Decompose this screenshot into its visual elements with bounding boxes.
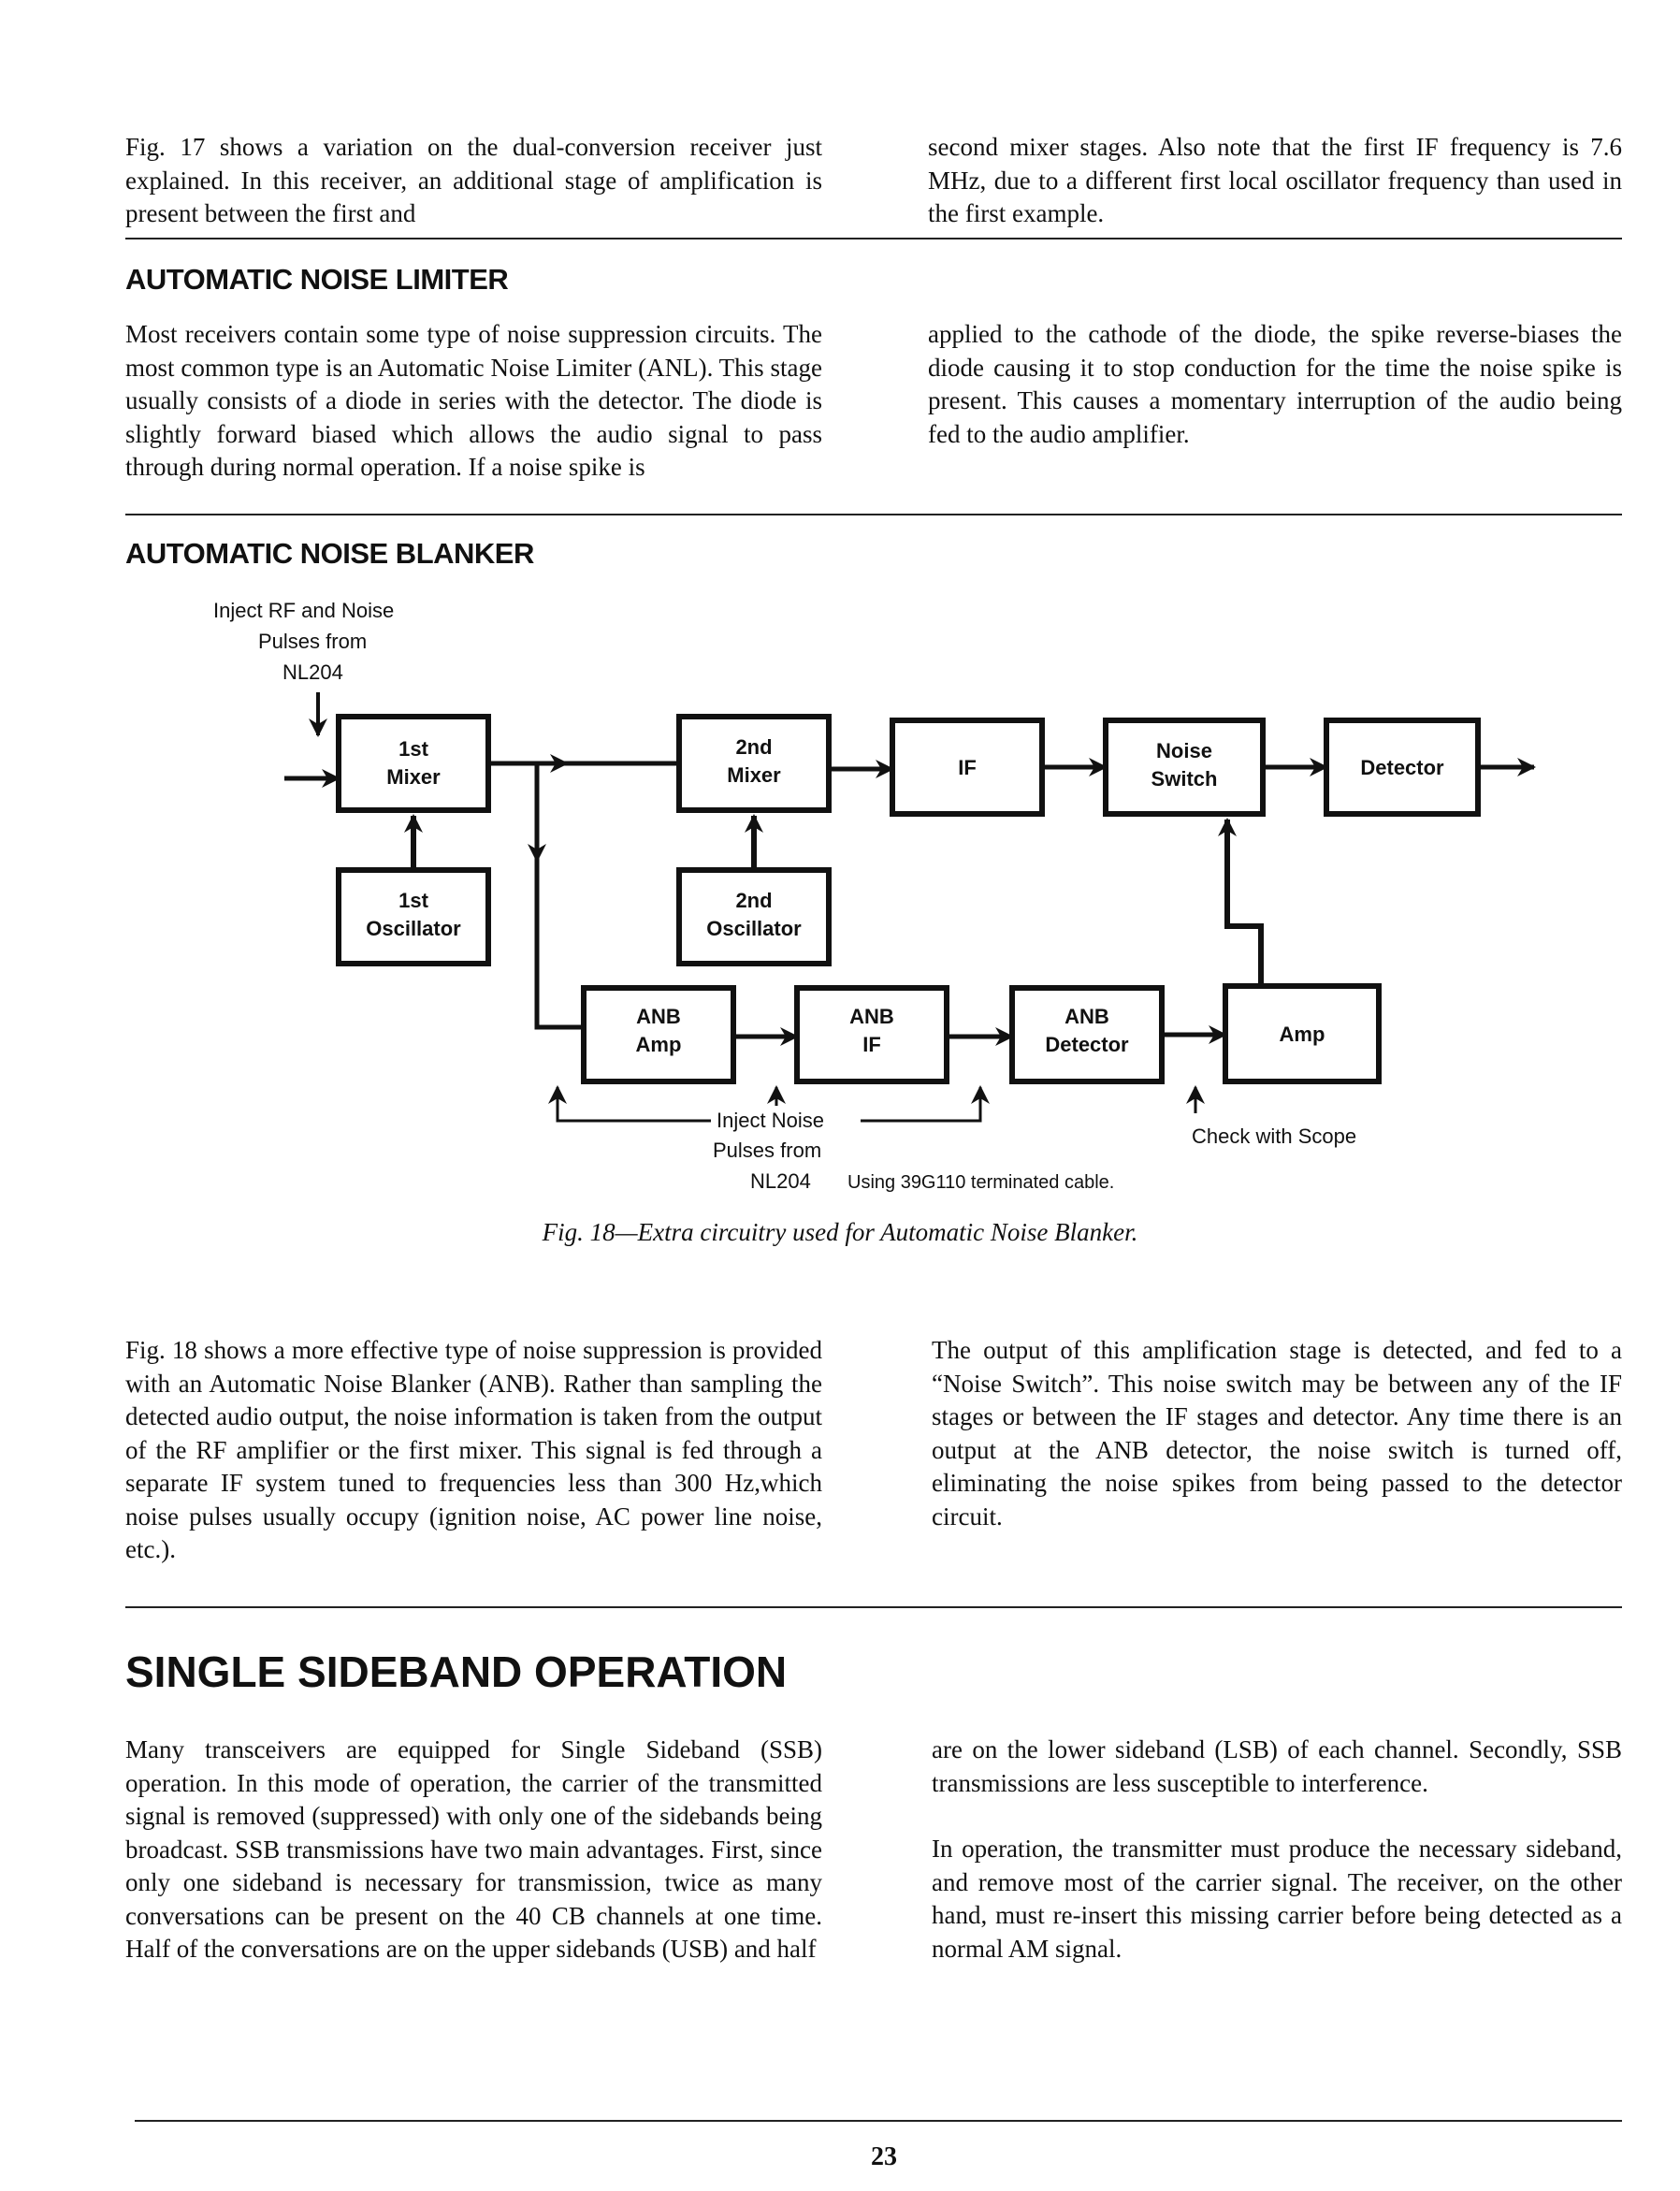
anb-branch-line — [537, 857, 584, 1027]
amp-to-noise-switch-line — [1227, 842, 1261, 986]
divider — [125, 514, 1622, 515]
first-mixer-label: Mixer — [386, 765, 441, 789]
ssb-right-column — [932, 1734, 1622, 1966]
inject-noise-label: Pulses from — [713, 1139, 822, 1162]
anl-left-column — [125, 318, 822, 485]
anl-right-column — [928, 318, 1622, 451]
first-oscillator-label: Oscillator — [366, 917, 461, 940]
inject-rf-label: Inject RF and Noise — [213, 599, 395, 622]
second-oscillator-label: Oscillator — [706, 917, 802, 940]
intro-left-column — [125, 131, 822, 231]
second-mixer-label: Mixer — [727, 763, 781, 787]
first-mixer-label: 1st — [398, 737, 428, 761]
divider — [135, 2120, 1622, 2122]
anl-left-text: Most receivers contain some type of noise suppression circuits. The most common type is an Automatic Noise Limiter (ANL). This stage usually consists of a diode in series with the detector. The diode is slightly forward biased which allows the audio signal to pass through during normal operation. If a noise spike is — [125, 320, 822, 481]
anl-right-text: applied to the cathode of the diode, the spike reverse-biases the diode causing it to stop conduction for the time the noise spike is present. This causes a momentary interruption of the audio being fed to the audio amplifier. — [928, 320, 1622, 448]
anb-right-column — [932, 1334, 1622, 1533]
ssb-right-text: In operation, the transmitter must produce the necessary sideband, and remove most of the carrier signal. The receiver, on the other hand, must re-insert this missing carrier before being detected as a normal AM signal. — [932, 1835, 1622, 1963]
anb-left-text: Fig. 18 shows a more effective type of noise suppression is provided with an Automatic Noise Blanker (ANB). Rather than sampling the detected audio output, the noise information is taken from the output of the RF amplifier or the first mixer. This signal is fed through a separate IF system tuned to frequencies less than 300 Hz,which noise pulses usually occupy (ignition noise, AC power line noise, etc.). — [125, 1336, 822, 1563]
cable-note: Using 39G110 terminated cable. — [847, 1172, 1115, 1193]
intro-right-column — [928, 131, 1622, 231]
anb-if-label: ANB — [849, 1005, 894, 1028]
detector-label: Detector — [1360, 756, 1444, 779]
first-oscillator-label: 1st — [398, 889, 428, 912]
inject-noise-label: Inject Noise — [717, 1109, 824, 1132]
anb-amp-label: ANB — [636, 1005, 681, 1028]
ssb-right-text: are on the lower sideband (LSB) of each channel. Secondly, SSB transmissions are less susceptible to interference. — [932, 1735, 1622, 1797]
intro-right-text: second mixer stages. Also note that the first IF frequency is 7.6 MHz, due to a different first local oscillator frequency than used in the first example. — [928, 133, 1622, 227]
inject-rf-label: Pulses from — [258, 630, 368, 653]
ssb-left-text: Many transceivers are equipped for Single Sideband (SSB) operation. In this mode of operation, the carrier of the transmitted signal is removed (suppressed) with only one of the sidebands being broadcast. SSB transmissions have two main advantages. First, since only one sideband is necessary for transmission, twice as many conversations can be present on the 40 CB channels at one time. Half of the conversations are on the upper sidebands (USB) and half — [125, 1735, 822, 1963]
anb-left-column — [125, 1334, 822, 1567]
ssb-heading: SINGLE SIDEBAND OPERATION — [125, 1647, 788, 1696]
inject-noise-bracket — [558, 1115, 711, 1121]
inject-noise-bracket — [861, 1115, 980, 1121]
first-mixer-block — [339, 717, 488, 810]
amp-label: Amp — [1279, 1023, 1325, 1046]
inject-rf-label: NL204 — [282, 660, 343, 684]
ssb-left-column — [125, 1734, 822, 1966]
divider — [125, 1606, 1622, 1608]
inject-noise-label: NL204 — [750, 1169, 811, 1193]
figure-caption: Fig. 18—Extra circuitry used for Automatic Noise Blanker. — [542, 1218, 1138, 1246]
anb-block-diagram — [0, 561, 1680, 1216]
if-label: IF — [958, 756, 977, 779]
second-oscillator-label: 2nd — [735, 889, 773, 912]
noise-switch-label: Noise — [1156, 739, 1212, 762]
anb-heading: AUTOMATIC NOISE BLANKER — [125, 537, 534, 570]
second-mixer-label: 2nd — [735, 735, 773, 759]
anl-heading: AUTOMATIC NOISE LIMITER — [125, 263, 509, 296]
anb-right-text: The output of this amplification stage is detected, and fed to a “Noise Switch”. This noise switch may be between any of the IF stages or between the IF stages and detector. Any time there is an output at the ANB detector, the noise switch is turned off, eliminating the noise spikes from being passed to the detector circuit. — [932, 1336, 1622, 1531]
intro-left-text: Fig. 17 shows a variation on the dual-conversion receiver just explained. In this receiver, an additional stage of amplification is present between the first and — [125, 133, 822, 227]
anb-amp-label: Amp — [635, 1033, 682, 1056]
check-scope-label: Check with Scope — [1192, 1125, 1357, 1148]
anb-detector-label: Detector — [1045, 1033, 1129, 1056]
divider — [125, 238, 1622, 239]
anb-detector-label: ANB — [1064, 1005, 1109, 1028]
anb-if-label: IF — [862, 1033, 881, 1056]
page-number: 23 — [871, 2142, 897, 2171]
noise-switch-label: Switch — [1151, 767, 1218, 791]
